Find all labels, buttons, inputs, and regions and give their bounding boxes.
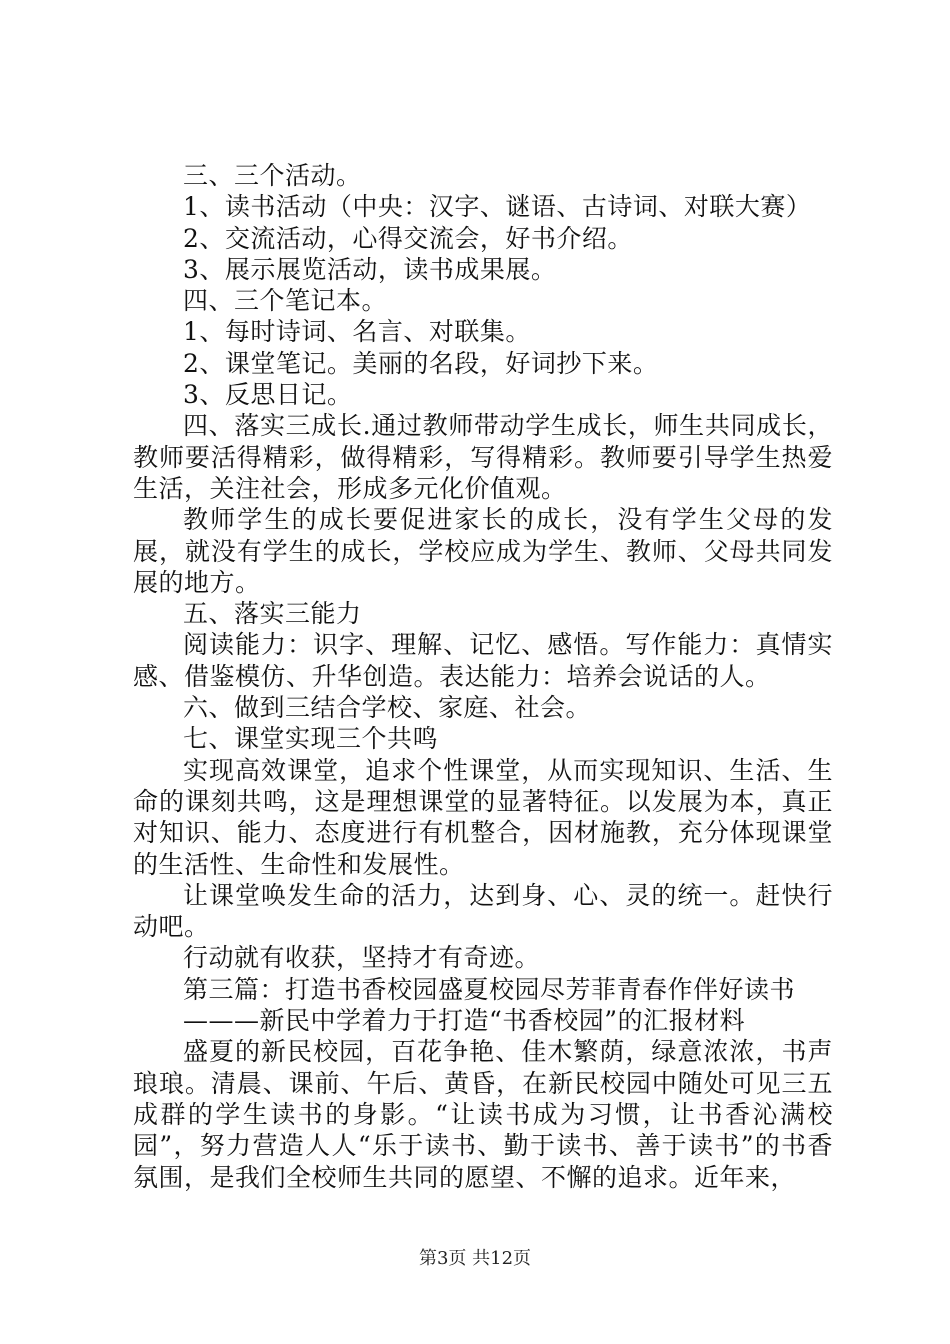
chapter-title: 第三篇：打造书香校园盛夏校园尽芳菲青春作伴好读书 <box>183 974 796 1004</box>
section-heading-activities: 三、三个活动。 <box>183 161 362 190</box>
body-paragraph: 阅读能力：识字、理解、记忆、感悟。写作能力：真情实感、借鉴模仿、升华创造。表达能力：培养会说话的人。 <box>133 630 833 691</box>
list-item: 1、读书活动（中央：汉字、谜语、古诗词、对联大赛） <box>183 192 812 222</box>
body-paragraph: 行动就有收获，坚持才有奇迹。 <box>183 943 541 973</box>
list-item: 3、展示展览活动，读书成果展。 <box>183 254 557 284</box>
body-paragraph: 让课堂唤发生命的活力，达到身、心、灵的统一。赶快行动吧。 <box>133 880 833 942</box>
body-paragraph: 四、落实三成长.通过教师带动学生成长，师生共同成长，教师要活得精彩，做得精彩，写得精彩。教师要引导学生热爱生活，关注社会，形成多元化价值观。 <box>133 411 833 503</box>
section-heading-notebooks: 四、三个笔记本。 <box>183 286 388 316</box>
page-number-footer: 第3页 共12页 <box>418 1248 532 1269</box>
chapter-subtitle: ———新民中学着力于打造“书香校园”的汇报材料 <box>183 1006 746 1036</box>
section-heading-resonance: 七、课堂实现三个共鸣 <box>183 724 439 754</box>
list-item: 2、课堂笔记。美丽的名段，好词抄下来。 <box>183 348 659 378</box>
list-item: 1、每时诗词、名言、对联集。 <box>183 317 531 347</box>
body-paragraph: 实现高效课堂，追求个性课堂，从而实现知识、生活、生命的课刻共鸣，这是理想课堂的显著特征。以发展为本，真正对知识、能力、态度进行有机整合，因材施教，充分体现课堂的生活性、生命性和发展性。 <box>133 755 833 879</box>
list-item: 3、反思日记。 <box>183 380 353 410</box>
document-body <box>133 160 833 1193</box>
section-heading-combination: 六、做到三结合学校、家庭、社会。 <box>183 693 592 723</box>
section-heading-abilities: 五、落实三能力 <box>183 599 362 629</box>
list-item: 2、交流活动，心得交流会，好书介绍。 <box>183 223 633 253</box>
body-paragraph: 教师学生的成长要促进家长的成长，没有学生父母的发展，就没有学生的成长，学校应成为学生、教师、父母共同发展的地方。 <box>133 505 833 597</box>
body-paragraph: 盛夏的新民校园，百花争艳、佳木繁荫，绿意浓浓，书声琅琅。清晨、课前、午后、黄昏，在新民校园中随处可见三五成群的学生读书的身影。“让读书成为习惯，让书香沁满校园”，努力营造人人“乐于读书、勤于读书、善于读书”的书香氛围，是我们全校师生共同的愿望、不懈的追求。近年来， <box>133 1037 833 1192</box>
